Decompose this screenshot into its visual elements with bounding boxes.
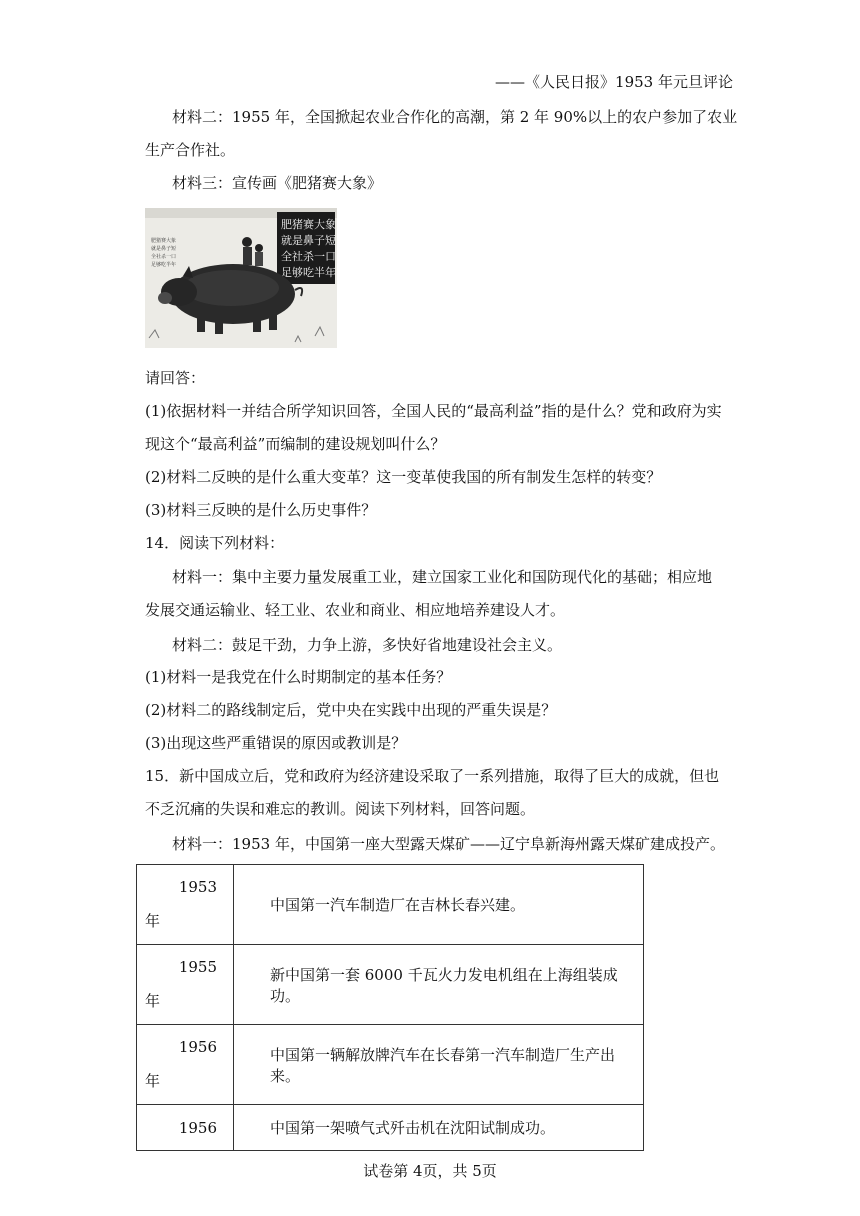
q13-sub1-line1: (1)依据材料一并结合所学知识回答，全国人民的“最高利益”指的是什么？党和政府为实 [145,402,722,420]
table-row [137,1105,644,1151]
year-number: 1956 [178,1118,217,1137]
q14-sub2: (2)材料二的路线制定后，党中央在实践中出现的严重失误是？ [145,701,557,719]
event-cell: 中国第一汽车制造厂在吉林长春兴建。 [234,865,644,945]
table-row [137,1025,644,1105]
q13-material2-line2: 生产合作社。 [145,141,236,159]
year-suffix: 年 [145,1072,161,1090]
poster-left-line: 就是鼻子短 [151,246,177,252]
q13-material2-line1: 材料二：1955 年，全国掀起农业合作化的高潮，第 2 年 90%以上的农户参加了农业 [172,108,738,126]
year-number: 1956 [178,1038,217,1056]
q14-sub1: (1)材料一是我党在什么时期制定的基本任务？ [145,668,452,686]
year-suffix: 年 [145,912,161,930]
q15-title-line2: 不乏沉痛的失误和难忘的教训。阅读下列材料，回答问题。 [145,800,536,818]
q13-sub3: (3)材料三反映的是什么历史事件？ [145,501,377,519]
propaganda-poster-image [145,208,337,348]
poster-panel-line: 肥猪赛大象 [281,218,336,231]
q14-sub3: (3)出现这些严重错误的原因或教训是？ [145,734,407,752]
year-cell [137,1025,234,1105]
q13-sub2: (2)材料二反映的是什么重大变革？这一变革使我国的所有制发生怎样的转变？ [145,468,662,486]
quote-source: ——《人民日报》1953 年元旦评论 [495,73,733,91]
event-cell: 中国第一架喷气式歼击机在沈阳试制成功。 [234,1105,644,1151]
q15-title-line1: 15．新中国成立后，党和政府为经济建设采取了一系列措施，取得了巨大的成就，但也 [145,767,720,785]
q14-title: 14．阅读下列材料： [145,534,285,552]
year-cell [137,865,234,945]
q13-sub1-line2: 现这个“最高利益”而编制的建设规划叫什么？ [145,435,446,453]
year-suffix: 年 [145,992,161,1010]
year-cell [137,945,234,1025]
poster-panel-line: 足够吃半年 [281,266,336,279]
please-answer-label: 请回答： [145,369,206,387]
year-number: 1953 [178,878,217,896]
q14-material1-line1: 材料一：集中主要力量发展重工业，建立国家工业化和国防现代化的基础；相应地 [172,568,713,586]
q13-material3-label: 材料三：宣传画《肥猪赛大象》 [172,174,383,192]
event-cell: 新中国第一套 6000 千瓦火力发电机组在上海组装成功。 [234,945,644,1025]
poster-left-line: 足够吃半年 [151,262,177,268]
table-row [137,865,644,945]
q15-material1: 材料一：1953 年，中国第一座大型露天煤矿——辽宁阜新海州露天煤矿建成投产。 [172,835,725,853]
poster-panel-line: 就是鼻子短 [281,234,336,247]
table-row [137,945,644,1025]
year-cell [137,1105,234,1151]
year-number: 1955 [178,958,217,976]
poster-left-line: 全社杀一口 [151,254,177,260]
q14-material1-line2: 发展交通运输业、轻工业、农业和商业、相应地培养建设人才。 [145,601,566,619]
page-footer: 试卷第 4页，共 5页 [363,1162,497,1180]
poster-left-line: 肥猪赛大象 [151,238,177,244]
event-cell: 中国第一辆解放牌汽车在长春第一汽车制造厂生产出来。 [234,1025,644,1105]
events-table [136,864,644,1151]
poster-panel-line: 全社杀一口 [281,250,336,263]
q14-material2: 材料二：鼓足干劲，力争上游，多快好省地建设社会主义。 [172,636,563,654]
